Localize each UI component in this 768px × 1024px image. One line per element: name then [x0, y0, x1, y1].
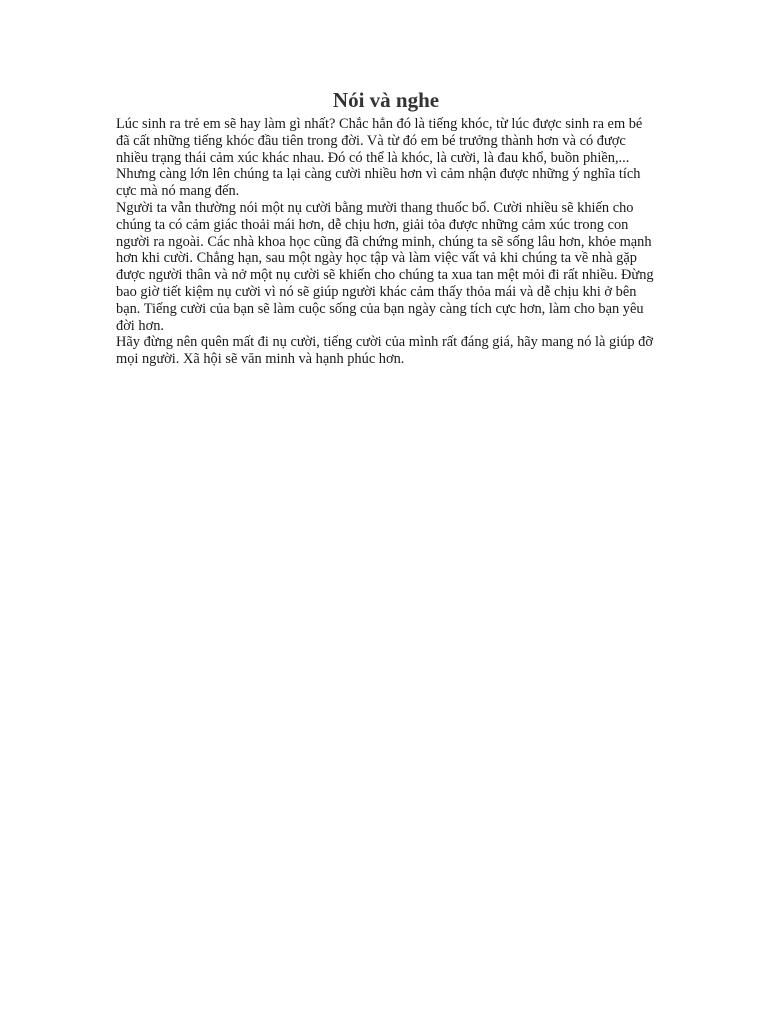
document-page: [116, 86, 656, 368]
paragraph-3: Hãy đừng nên quên mất đi nụ cười, tiếng cười của mình rất đáng giá, hãy mang nó là giúp đỡ mọi người. Xã hội sẽ văn minh và hạnh phúc hơn.: [116, 334, 653, 368]
paragraph-2: Người ta vẫn thường nói một nụ cười bằng mười thang thuốc bổ. Cười nhiều sẽ khiến cho chúng ta có cảm giác thoải mái hơn, dễ chịu hơn, giải tỏa được những cảm xúc trong con người ra ngoài. Các nhà khoa học cũng đã chứng minh, chúng ta sẽ sống lâu hơn, khỏe mạnh hơn khi cười. Chẳng hạn, sau một ngày học tập và làm việc vất vả khi chúng ta về nhà gặp được người thân và nở một nụ cười sẽ khiến cho chúng ta xua tan mệt mỏi đi rất nhiều. Đừng bao giờ tiết kiệm nụ cười vì nó sẽ giúp người khác cảm thấy thỏa mái và dễ chịu khi ở bên bạn. Tiếng cười của bạn sẽ làm cuộc sống của bạn ngày càng tích cực hơn, làm cho bạn yêu đời hơn.: [116, 199, 654, 334]
document-title: Nói và nghe: [332, 88, 440, 112]
paragraph-1: Lúc sinh ra trẻ em sẽ hay làm gì nhất? Chắc hẳn đó là tiếng khóc, từ lúc được sinh ra em bé đã cất những tiếng khóc đầu tiên trong đời. Và từ đó em bé trưởng thành hơn và có được nhiều trạng thái cảm xúc khác nhau. Đó có thể là khóc, là cười, là đau khổ, buồn phiền,... Nhưng càng lớn lên chúng ta lại càng cười nhiều hơn vì cảm nhận được những ý nghĩa tích cực mà nó mang đến.: [116, 116, 643, 200]
